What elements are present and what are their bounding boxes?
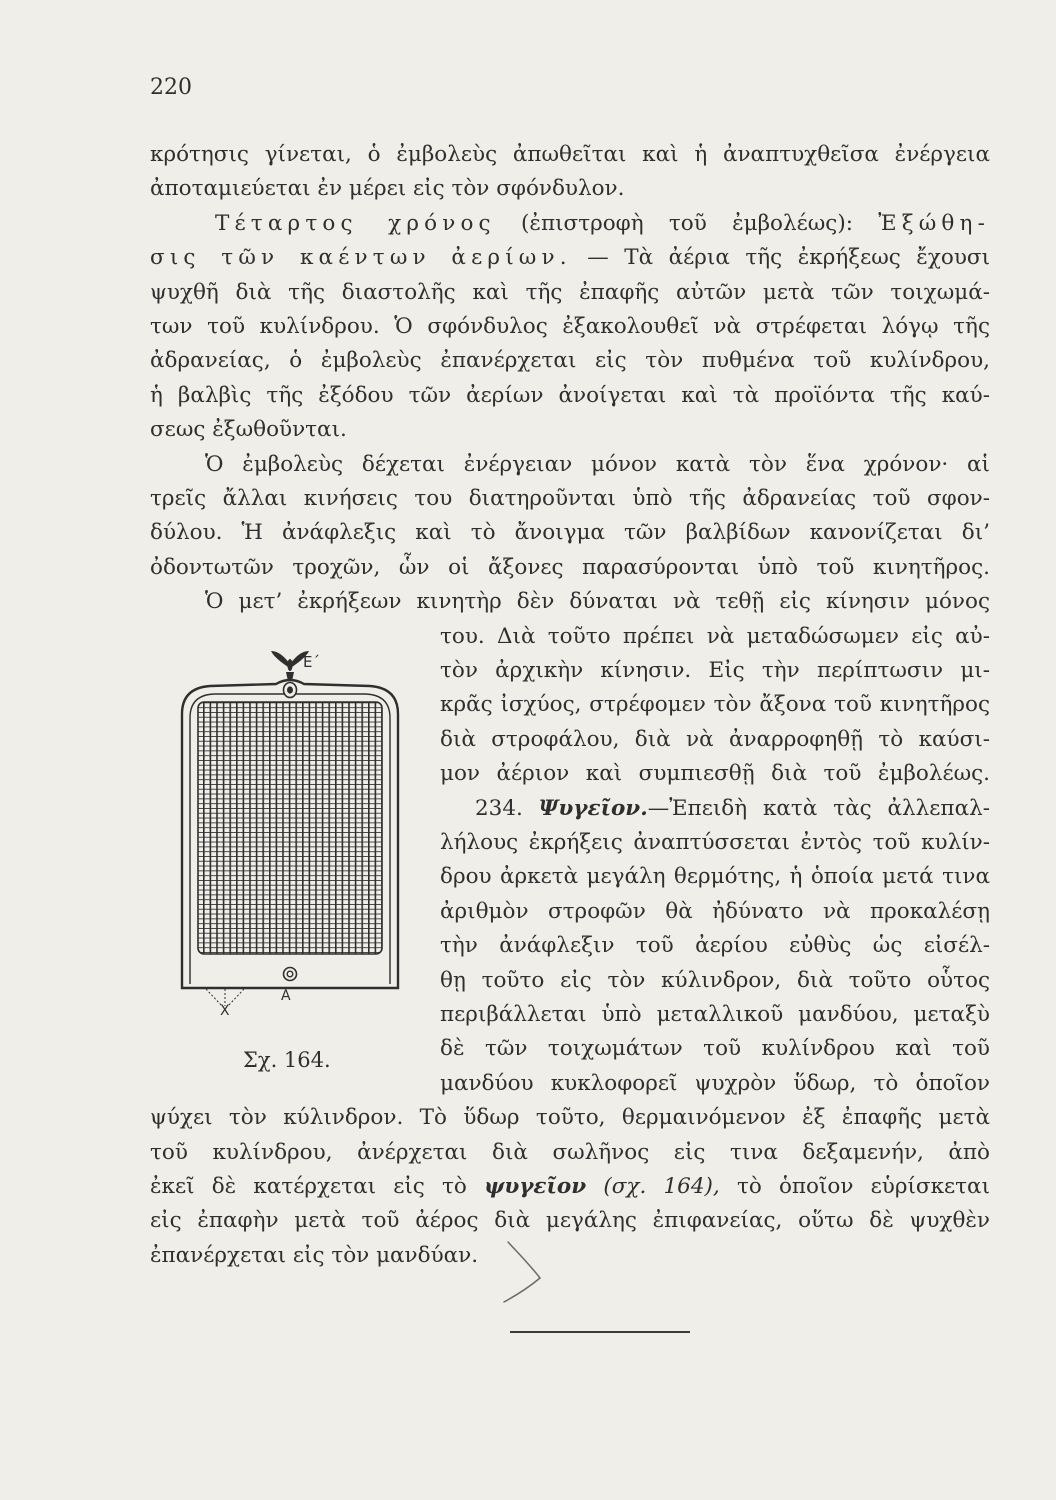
text-block-top bbox=[150, 138, 990, 620]
text-span: (ἐπιστροφὴ τοῦ ἐμβολέως): bbox=[495, 210, 879, 236]
text-line: Ὁ ἐμβολεὺς δέχεται ἐνέργειαν μόνον κατὰ τὸν ἕνα χρόνον· αἱ bbox=[205, 451, 990, 477]
figure-label-drain: Χ bbox=[220, 1003, 230, 1019]
radiator-grille-icon bbox=[198, 702, 382, 954]
page-number: 220 bbox=[150, 75, 192, 100]
text-block-bottom bbox=[150, 1101, 990, 1273]
text-line: σεως ἐξωθοῦνται. bbox=[150, 417, 347, 443]
text-line: ψυχθῆ διὰ τῆς διαστολῆς καὶ τῆς ἐπαφῆς αὐτῶν μετὰ τῶν τοιχωμά- bbox=[150, 279, 990, 305]
text-line: θῃ τοῦτο εἰς τὸν κύλινδρον, διὰ τοῦτο οὗτος bbox=[440, 967, 990, 993]
section-end-rule bbox=[510, 1331, 690, 1333]
text-line bbox=[150, 207, 990, 241]
text-line: διὰ στροφάλου, διὰ νὰ ἀναρροφηθῇ τὸ καύσι- bbox=[440, 726, 990, 752]
text-line: περιβάλλεται ὑπὸ μεταλλικοῦ μανδύου, μεταξὺ bbox=[440, 1002, 990, 1028]
text-line: δὲ τῶν τοιχωμάτων τοῦ κυλίνδρου καὶ τοῦ bbox=[440, 1036, 990, 1062]
radiator-emblem-icon bbox=[284, 683, 297, 698]
figure-reference: (σχ. 164), bbox=[586, 1174, 720, 1199]
figure-label-bottom: Α bbox=[281, 988, 291, 1004]
spaced-heading-text: σις τῶν καέντων ἀερίων. bbox=[150, 245, 572, 271]
section-heading-line bbox=[440, 792, 990, 826]
text-line: ὀδοντωτῶν τροχῶν, ὧν οἱ ἄξονες παρασύρονται ὑπὸ τοῦ κινητῆρος. bbox=[150, 554, 990, 580]
spaced-heading-text: Τέταρτος χρόνος bbox=[215, 210, 496, 236]
figure-caption: Σχ. 164. bbox=[243, 1048, 331, 1072]
section-title: Ψυγεῖον. bbox=[538, 795, 648, 821]
text-line: δρου ἀρκετὰ μεγάλη θερμότης, ἡ ὁποία μετά τινα bbox=[440, 864, 990, 890]
text-span: τὸ ὁποῖον εὑρίσκεται bbox=[719, 1174, 990, 1199]
radiator-figure bbox=[170, 640, 410, 1020]
text-line: μανδύου κυκλοφορεῖ ψυχρὸν ὕδωρ, τὸ ὁποῖον bbox=[440, 1070, 990, 1096]
text-span: ἐκεῖ δὲ κατέρχεται εἰς τὸ bbox=[150, 1174, 485, 1199]
spaced-heading-text: Ἐξώθη- bbox=[878, 210, 990, 236]
filler-cap-icon bbox=[284, 968, 297, 981]
pencil-mark bbox=[495, 1235, 550, 1310]
text-line: Ὁ μετ’ ἐκρήξεων κινητὴρ δὲν δύναται νὰ τεθῇ εἰς κίνησιν μόνος bbox=[205, 589, 990, 615]
text-line: ψύχει τὸν κύλινδρον. Τὸ ὕδωρ τοῦτο, θερμαινόμενον ἐξ ἐπαφῆς μετὰ bbox=[150, 1105, 990, 1131]
text-line: ἐπανέρχεται εἰς τὸν μανδύαν. bbox=[150, 1242, 479, 1268]
section-number: 234. bbox=[475, 795, 539, 821]
text-line: μον ἀέριον καὶ συμπιεσθῇ διὰ τοῦ ἐμβολέως. bbox=[440, 761, 990, 787]
figure-label-top: Ε΄ bbox=[303, 653, 320, 671]
text-line: ἡ βαλβὶς τῆς ἐξόδου τῶν ἀερίων ἀνοίγεται καὶ τὰ προϊόντα τῆς καύ- bbox=[150, 382, 990, 408]
text-span: — Τὰ ἀέρια τῆς ἐκρήξεως ἔχουσι bbox=[571, 245, 990, 271]
text-line: λήλους ἐκρήξεις ἀναπτύσσεται ἐντὸς τοῦ κυλίν- bbox=[440, 830, 990, 856]
text-line: ἀριθμὸν στροφῶν θὰ ἠδύνατο νὰ προκαλέσῃ bbox=[440, 898, 990, 924]
text-line bbox=[150, 241, 990, 275]
text-span: —Ἐπειδὴ κατὰ τὰς ἀλλεπαλ- bbox=[647, 795, 990, 821]
text-line: ἀδρανείας, ὁ ἐμβολεὺς ἐπανέρχεται εἰς τὸν πυθμένα τοῦ κυλίνδρου, bbox=[150, 348, 990, 374]
text-line: δύλου. Ἡ ἀνάφλεξις καὶ τὸ ἄνοιγμα τῶν βαλβίδων κανονίζεται δι’ bbox=[150, 520, 990, 546]
text-line: ἀποταμιεύεται ἐν μέρει εἰς τὸν σφόνδυλον. bbox=[150, 176, 625, 202]
term-bold-italic: ψυγεῖον bbox=[484, 1174, 587, 1199]
text-line: τὸν ἀρχικὴν κίνησιν. Εἰς τὴν περίπτωσιν μι- bbox=[440, 658, 990, 683]
text-line: των τοῦ κυλίνδρου. Ὁ σφόνδυλος ἐξακολουθεῖ νὰ στρέφεται λόγῳ τῆς bbox=[150, 314, 990, 340]
text-line: τρεῖς ἄλλαι κινήσεις του διατηροῦνται ὑπὸ τῆς ἀδρανείας τοῦ σφον- bbox=[150, 486, 990, 512]
text-line: κρᾶς ἰσχύος, στρέφομεν τὸν ἄξονα τοῦ κινητῆρος bbox=[440, 692, 990, 718]
text-line: τοῦ κυλίνδρου, ἀνέρχεται διὰ σωλῆνος εἰς τινα δεξαμενήν, ἀπὸ bbox=[150, 1139, 990, 1165]
text-line: τὴν ἀνάφλεξιν τοῦ ἀερίου εὐθὺς ὡς εἰσέλ- bbox=[440, 933, 990, 959]
text-line: κρότησις γίνεται, ὁ ἐμβολεὺς ἀπωθεῖται καὶ ἡ ἀναπτυχθεῖσα ἐνέργεια bbox=[150, 142, 990, 167]
text-line: του. Διὰ τοῦτο πρέπει νὰ μεταδώσωμεν εἰς αὐ- bbox=[440, 623, 990, 649]
text-line bbox=[150, 1170, 990, 1204]
text-line: εἰς ἐπαφὴν μετὰ τοῦ ἀέρος διὰ μεγάλης ἐπιφανείας, οὕτω δὲ ψυχθὲν bbox=[150, 1208, 990, 1234]
text-block-side bbox=[440, 620, 990, 1102]
